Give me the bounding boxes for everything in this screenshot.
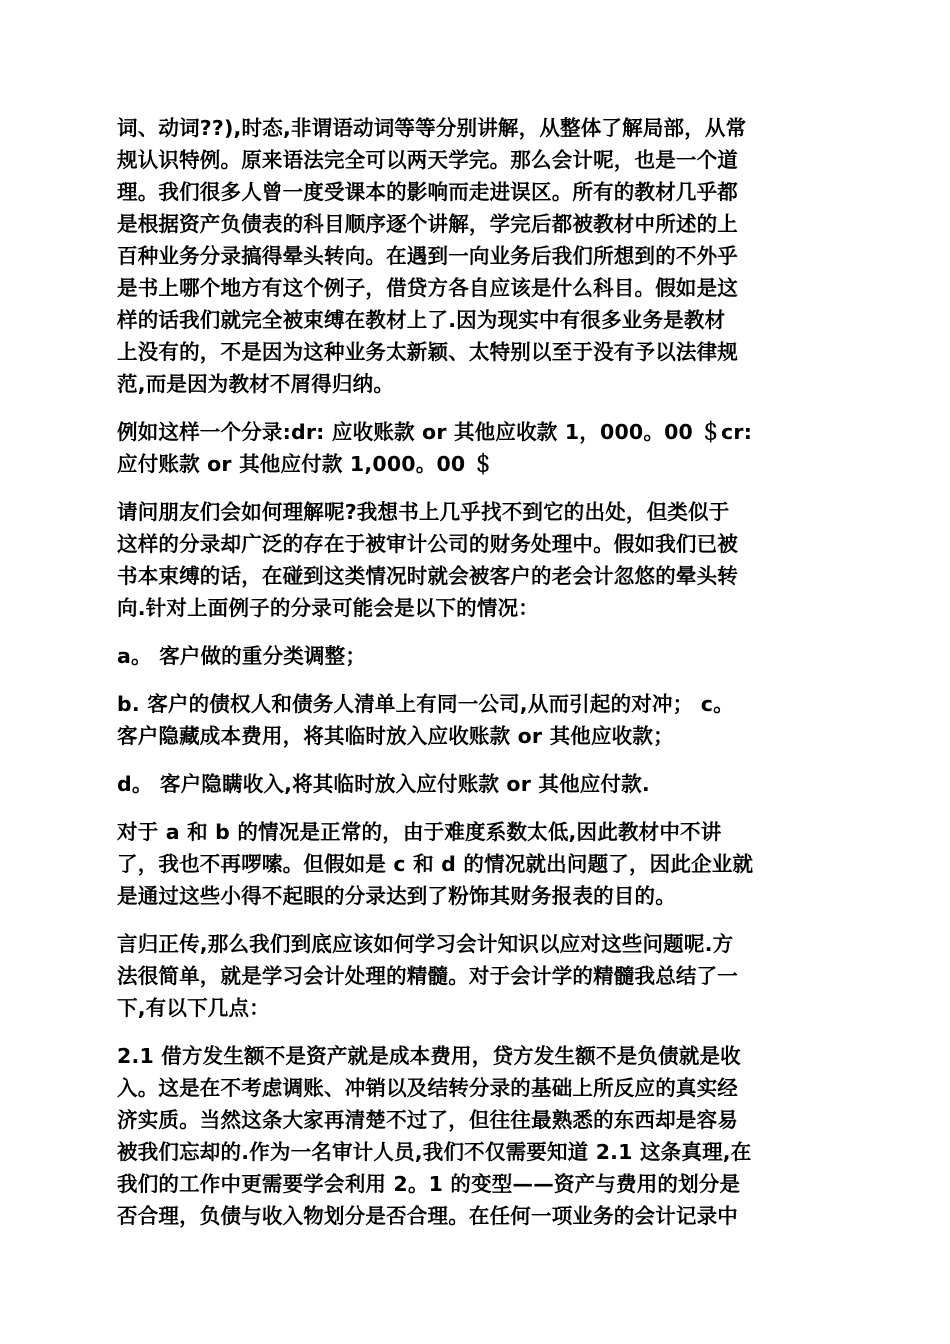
text-line: 我们的工作中更需要学会利用 2。1 的变型——资产与费用的划分是 <box>117 1172 741 1196</box>
text-line: 理。我们很多人曾一度受课本的影响而走进误区。所有的教材几乎都 <box>117 180 738 204</box>
paragraph <box>117 768 837 800</box>
text-line: 了，我也不再啰嗦。但假如是 c 和 d 的情况就出问题了，因此企业就 <box>117 852 754 876</box>
text-line: 被我们忘却的.作为一名审计人员,我们不仅需要知道 2.1 这条真理,在 <box>117 1140 752 1164</box>
text-line: 请问朋友们会如何理解呢?我想书上几乎找不到它的出处，但类似于 <box>117 500 730 524</box>
paragraph <box>117 640 837 672</box>
text-line: 上没有的，不是因为这种业务太新颖、太特别以至于没有予以法律规 <box>117 340 738 364</box>
paragraph <box>117 496 837 624</box>
document-page <box>117 112 837 1248</box>
text-line: 是通过这些小得不起眼的分录达到了粉饰其财务报表的目的。 <box>117 884 676 908</box>
text-line: 例如这样一个分录:dr: 应收账款 or 其他应收款 1，000。00 ＄cr: <box>117 420 753 444</box>
text-line: 是根据资产负债表的科目顺序逐个讲解，学完后都被教材中所述的上 <box>117 212 738 236</box>
text-line: 百种业务分录搞得晕头转向。在遇到一向业务后我们所想到的不外乎 <box>117 244 738 268</box>
text-line: 对于 a 和 b 的情况是正常的，由于难度系数太低,因此教材中不讲 <box>117 820 722 844</box>
paragraph <box>117 688 837 752</box>
text-line: 下,有以下几点： <box>117 996 270 1020</box>
text-line: 向.针对上面例子的分录可能会是以下的情况： <box>117 596 539 620</box>
text-line: 样的话我们就完全被束缚在教材上了.因为现实中有很多业务是教材 <box>117 308 726 332</box>
text-line: 入。这是在不考虑调账、冲销以及结转分录的基础上所反应的真实经 <box>117 1076 738 1100</box>
text-line: 书本束缚的话，在碰到这类情况时就会被客户的老会计忽悠的晕头转 <box>117 564 738 588</box>
text-line: 应付账款 or 其他应付款 1,000。00 ＄ <box>117 452 494 476</box>
text-line: 否合理，负债与收入物划分是否合理。在任何一项业务的会计记录中 <box>117 1204 738 1228</box>
text-line: a。 客户做的重分类调整； <box>117 644 367 668</box>
text-line: 济实质。当然这条大家再清楚不过了，但往往最熟悉的东西却是容易 <box>117 1108 738 1132</box>
text-line: 是书上哪个地方有这个例子，借贷方各自应该是什么科目。假如是这 <box>117 276 738 300</box>
text-line: 法很简单，就是学习会计处理的精髓。对于会计学的精髓我总结了一 <box>117 964 738 988</box>
paragraph <box>117 416 837 480</box>
text-line: d。 客户隐瞒收入,将其临时放入应付账款 or 其他应付款. <box>117 772 650 796</box>
text-line: 这样的分录却广泛的存在于被审计公司的财务处理中。假如我们已被 <box>117 532 738 556</box>
text-line: 规认识特例。原来语法完全可以两天学完。那么会计呢，也是一个道 <box>117 148 738 172</box>
text-line: 2.1 借方发生额不是资产就是成本费用，贷方发生额不是负债就是收 <box>117 1044 741 1068</box>
text-line: 言归正传,那么我们到底应该如何学习会计知识以应对这些问题呢.方 <box>117 932 734 956</box>
text-line: b. 客户的债权人和债务人清单上有同一公司,从而引起的对冲； c。 <box>117 692 734 716</box>
paragraph <box>117 928 837 1024</box>
text-line: 范,而是因为教材不屑得归纳。 <box>117 372 395 396</box>
text-line: 词、动词??),时态,非谓语动词等等分别讲解，从整体了解局部，从常 <box>117 116 747 140</box>
paragraph <box>117 816 837 912</box>
paragraph <box>117 1040 837 1232</box>
text-line: 客户隐藏成本费用，将其临时放入应收账款 or 其他应收款； <box>117 724 674 748</box>
paragraph <box>117 112 837 400</box>
